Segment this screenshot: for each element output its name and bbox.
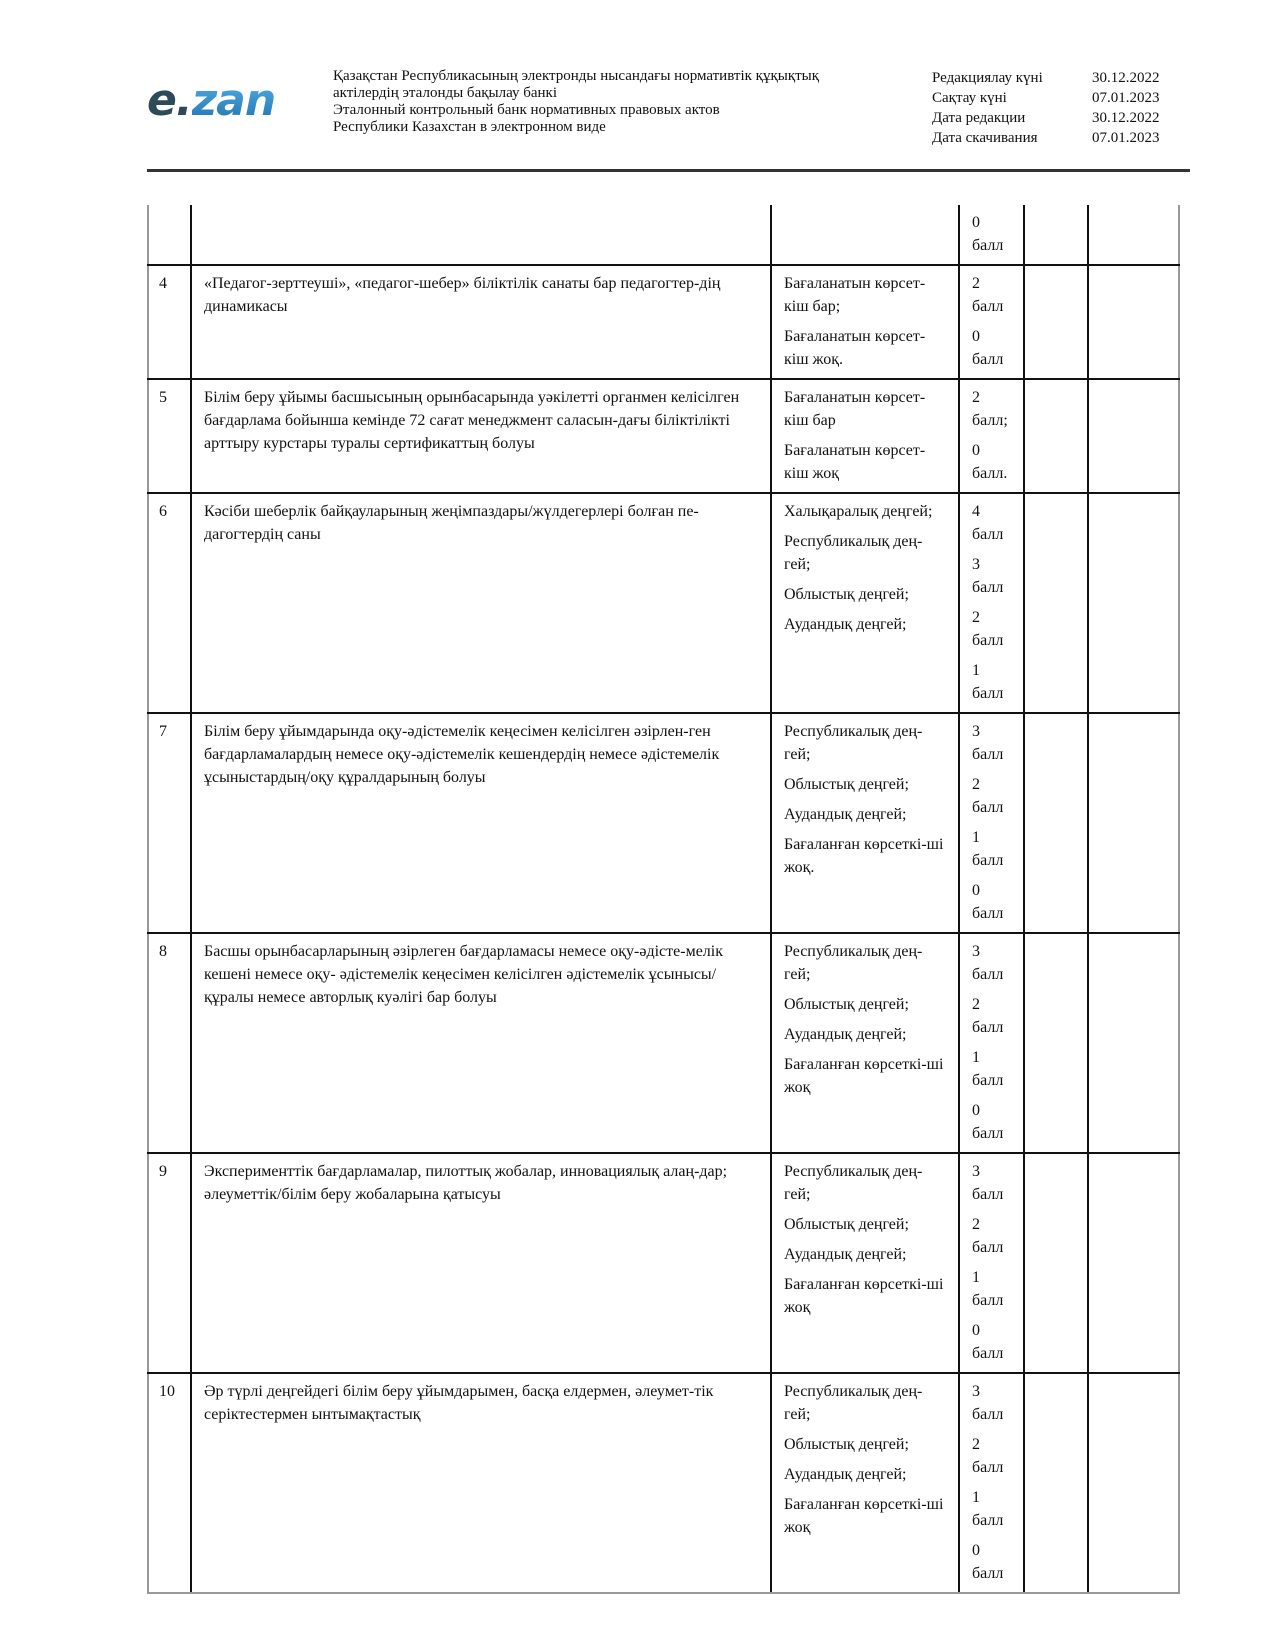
criteria-cell	[771, 713, 959, 933]
empty-cell	[1088, 265, 1179, 379]
score-value: 2 балл	[972, 609, 1004, 649]
score-value: 1 балл	[972, 1269, 1004, 1309]
ezan-logo: e.zan	[147, 75, 276, 126]
row-number: 4	[148, 265, 191, 379]
indicator-text: Білім беру ұйымы басшысының орынбасарында уәкілетті органмен келісілген бағдарлама бойынша кемінде 72 сағат менеджмент саласын-дағы біліктілікті арттыру курстары туралы сертификаттың болуы	[191, 379, 771, 493]
score-value: 2 балл	[972, 776, 1004, 816]
row-number: 9	[148, 1153, 191, 1373]
empty-cell	[1088, 933, 1179, 1153]
score-value: 2 балл	[972, 1216, 1004, 1256]
empty-cell	[1024, 265, 1088, 379]
criterion: Бағаланатын көрсет-кіш бар	[784, 389, 926, 429]
indicator-text: Кәсіби шеберлік байқауларының жеңімпаздары/жүлдегерлері болған пе-дагогтердің саны	[191, 493, 771, 713]
score-value: 2 балл;	[972, 389, 1008, 429]
criteria-cell	[771, 1373, 959, 1593]
criterion: Бағаланатын көрсет-кіш бар;	[784, 275, 926, 315]
score-value: 0 балл	[972, 882, 1004, 922]
score-value: 1 балл	[972, 662, 1004, 702]
table-row	[148, 493, 1179, 713]
row-number: 5	[148, 379, 191, 493]
criterion: Облыстық деңгей;	[784, 996, 909, 1013]
score-value: 3 балл	[972, 1163, 1004, 1203]
meta-row: Сақтау күні 07.01.2023	[932, 90, 1160, 106]
criterion: Бағаланатын көрсет-кіш жоқ.	[784, 328, 926, 368]
empty-cell	[1024, 1153, 1088, 1373]
score-value: 1 балл	[972, 829, 1004, 869]
criterion: Аудандық деңгей;	[784, 1466, 907, 1483]
criterion: Республикалық дең-гей;	[784, 533, 923, 573]
criterion: Облыстық деңгей;	[784, 586, 909, 603]
score-cell: 0 балл	[959, 205, 1024, 265]
criterion: Бағаланған көрсеткі-ші жоқ.	[784, 836, 944, 876]
score-cell	[959, 933, 1024, 1153]
empty-cell	[1088, 713, 1179, 933]
indicator-text: Әр түрлі деңгейдегі білім беру ұйымдарымен, басқа елдермен, әлеумет-тік серіктестермен ынтымақтастық	[191, 1373, 771, 1593]
indicator-text: Эксперименттік бағдарламалар, пилоттық жобалар, инновациялық алаң-дар; әлеуметтік/білім беру жобаларына қатысуы	[191, 1153, 771, 1373]
score-cell	[959, 713, 1024, 933]
criteria-cell	[771, 379, 959, 493]
score-cell	[959, 1373, 1024, 1593]
table-row	[148, 933, 1179, 1153]
score-value: 4 балл	[972, 503, 1004, 543]
table-row	[148, 265, 1179, 379]
document-header	[147, 64, 1190, 168]
table-row	[148, 1153, 1179, 1373]
score-cell	[959, 1153, 1024, 1373]
header-divider	[147, 169, 1190, 172]
score-value: 2 балл	[972, 275, 1004, 315]
table-row	[148, 1373, 1179, 1593]
empty-cell	[1024, 933, 1088, 1153]
criterion: Республикалық дең-гей;	[784, 723, 923, 763]
criterion: Аудандық деңгей;	[784, 1246, 907, 1263]
row-number: 7	[148, 713, 191, 933]
table-row	[148, 713, 1179, 933]
criterion: Бағаланған көрсеткі-ші жоқ	[784, 1276, 944, 1316]
table-row	[148, 379, 1179, 493]
criterion: Аудандық деңгей;	[784, 616, 907, 633]
score-value: 0 балл.	[972, 442, 1008, 482]
empty-cell	[1088, 1373, 1179, 1593]
score-value: 0 балл	[972, 328, 1004, 368]
score-cell	[959, 493, 1024, 713]
row-number: 8	[148, 933, 191, 1153]
empty-cell	[1088, 379, 1179, 493]
score-value: 2 балл	[972, 996, 1004, 1036]
empty-cell	[1088, 1153, 1179, 1373]
header-meta	[932, 68, 1160, 148]
indicator-text: «Педагог-зерттеуші», «педагог-шебер» біліктілік санаты бар педагогтер-дің динамикасы	[191, 265, 771, 379]
score-value: 0 балл	[972, 1322, 1004, 1362]
criterion: Бағаланған көрсеткі-ші жоқ	[784, 1056, 944, 1096]
criteria-cell	[771, 1153, 959, 1373]
criterion: Аудандық деңгей;	[784, 1026, 907, 1043]
empty-cell	[1024, 379, 1088, 493]
criterion: Аудандық деңгей;	[784, 806, 907, 823]
score-value: 3 балл	[972, 723, 1004, 763]
score-value: 0 балл	[972, 1542, 1004, 1582]
criterion: Республикалық дең-гей;	[784, 1383, 923, 1423]
indicator-text: Білім беру ұйымдарында оқу-әдістемелік кеңесімен келісілген әзірлен-ген бағдарламалардың немесе оқу-әдістемелік кешендердің немесе әдістемелік ұсыныстардың/оқу құралдарының болуы	[191, 713, 771, 933]
score-value: 1 балл	[972, 1049, 1004, 1089]
meta-row: Редакциялау күні 30.12.2022	[932, 70, 1160, 86]
criterion: Бағаланатын көрсет-кіш жоқ	[784, 442, 926, 482]
score-value: 2 балл	[972, 1436, 1004, 1476]
row-number: 6	[148, 493, 191, 713]
criteria-table	[147, 205, 1180, 1594]
indicator-text: Басшы орынбасарларының әзірлеген бағдарламасы немесе оқу-әдісте-мелік кешені немесе оқу- әдістемелік кеңесімен келісілген әдістемелік ұсынысы/құралы немесе авторлық куәлігі бар болуы	[191, 933, 771, 1153]
empty-cell	[1088, 493, 1179, 713]
meta-row: Дата редакции 30.12.2022	[932, 110, 1160, 126]
score-cell	[959, 379, 1024, 493]
table-row	[148, 205, 1179, 265]
meta-row: Дата скачивания 07.01.2023	[932, 130, 1160, 146]
criterion: Облыстық деңгей;	[784, 776, 909, 793]
criteria-cell	[771, 933, 959, 1153]
score-cell	[959, 265, 1024, 379]
criterion: Облыстық деңгей;	[784, 1216, 909, 1233]
criteria-cell	[771, 265, 959, 379]
criterion: Облыстық деңгей;	[784, 1436, 909, 1453]
criterion: Республикалық дең-гей;	[784, 1163, 923, 1203]
score-value: 0 балл	[972, 1102, 1004, 1142]
score-value: 3 балл	[972, 556, 1004, 596]
score-value: 3 балл	[972, 943, 1004, 983]
criterion: Республикалық дең-гей;	[784, 943, 923, 983]
empty-cell	[1024, 713, 1088, 933]
criterion: Халықаралық деңгей;	[784, 503, 933, 520]
criteria-cell	[771, 493, 959, 713]
header-title: Қазақстан Республикасының электронды нысандағы нормативтік құқықтық актілердің эталонды бақылау банкі Эталонный контрольный банк нормативных правовых актов Республики Казахстан в электронном виде	[333, 68, 820, 135]
empty-cell	[1024, 1373, 1088, 1593]
score-value: 3 балл	[972, 1383, 1004, 1423]
score-value: 1 балл	[972, 1489, 1004, 1529]
empty-cell	[1024, 493, 1088, 713]
criterion: Бағаланған көрсеткі-ші жоқ	[784, 1496, 944, 1536]
row-number: 10	[148, 1373, 191, 1593]
